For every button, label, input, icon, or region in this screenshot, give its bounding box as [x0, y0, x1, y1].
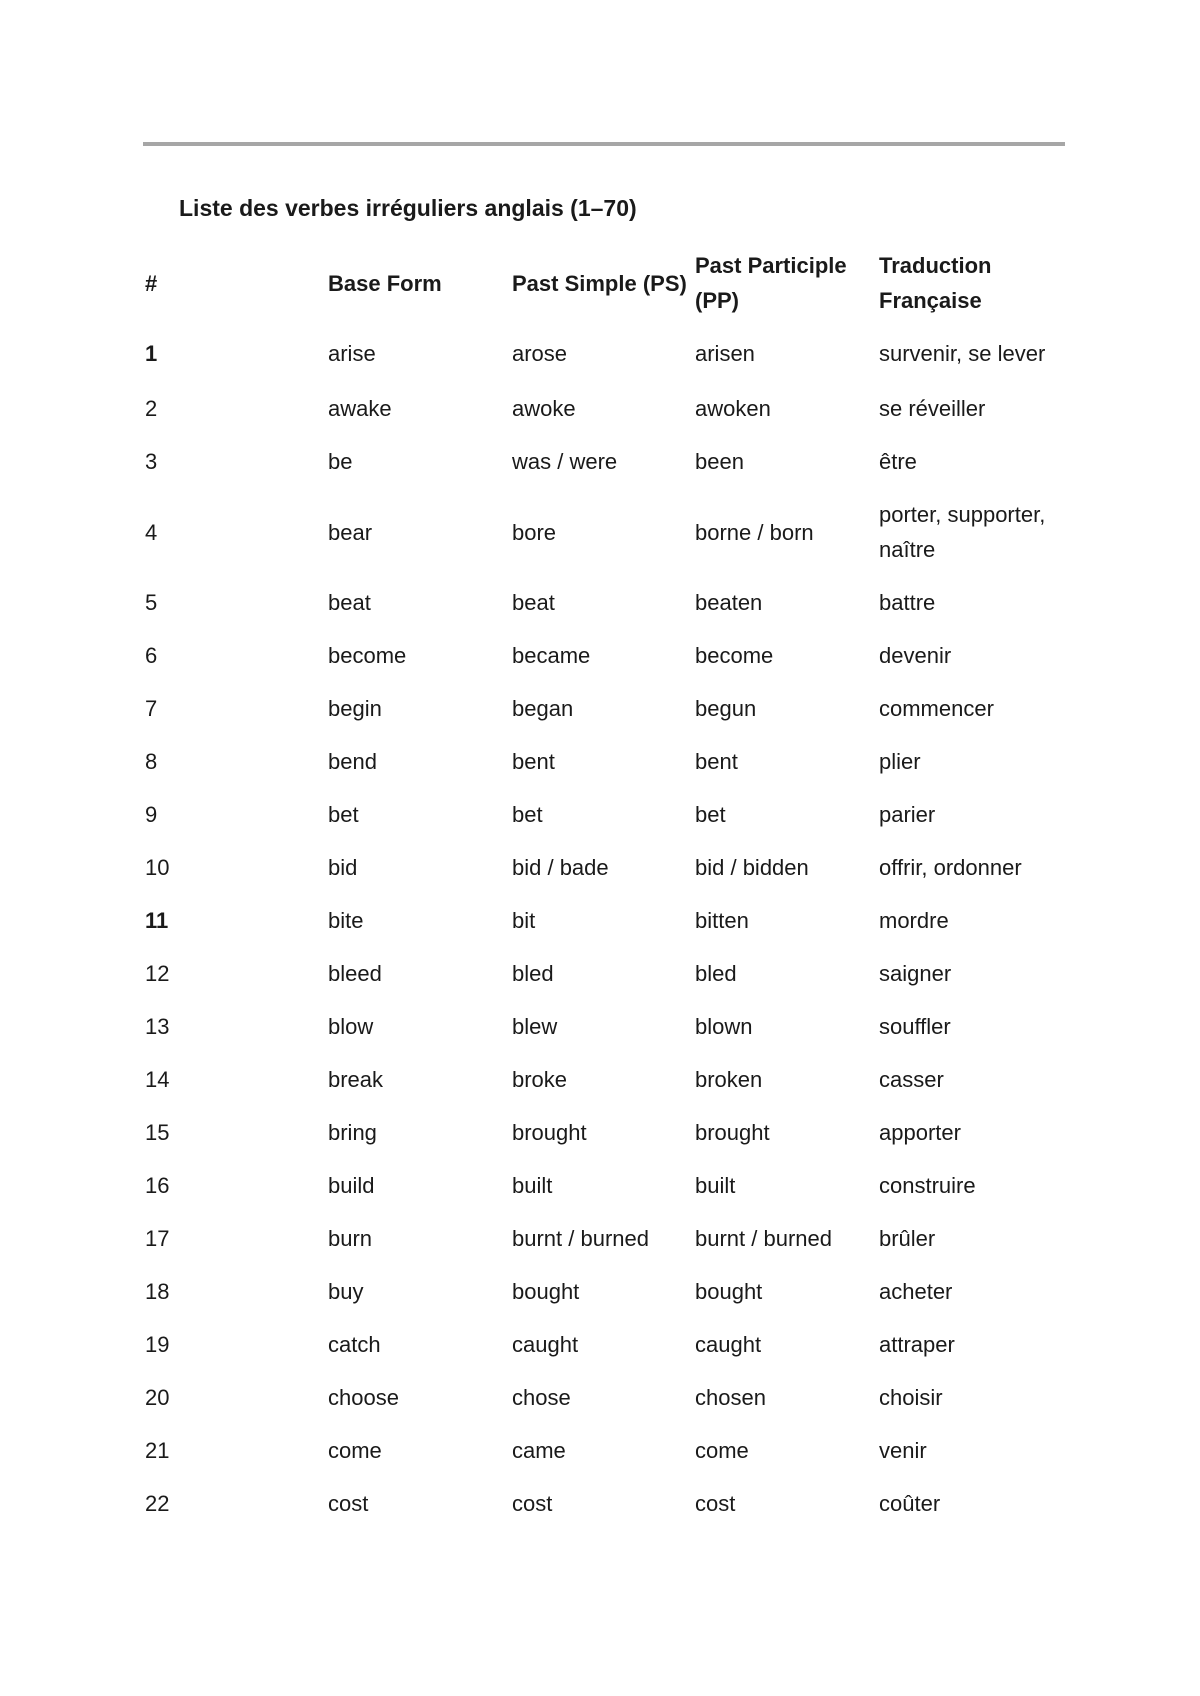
verb-base-form: awake	[328, 396, 392, 421]
verb-translation: brûler	[879, 1226, 936, 1251]
verb-base-form: arise	[328, 340, 376, 366]
table-row	[143, 1424, 1065, 1477]
verb-number: 19	[145, 1332, 170, 1357]
verb-past-simple: began	[512, 696, 574, 721]
verb-number: 20	[145, 1385, 170, 1410]
verb-number: 5	[145, 590, 158, 615]
header-past-participle: Past Participle (PP)	[695, 253, 847, 313]
verb-base-form: break	[328, 1067, 384, 1092]
table-row	[143, 1212, 1065, 1265]
verb-number: 9	[145, 802, 158, 827]
table-row	[143, 382, 1065, 435]
verb-number: 11	[145, 908, 169, 933]
table-row	[143, 1318, 1065, 1371]
verb-past-participle: bitten	[695, 908, 749, 933]
verb-past-simple: bent	[512, 749, 555, 774]
verb-past-participle: bent	[695, 749, 738, 774]
verb-past-participle: built	[695, 1173, 736, 1198]
table-row	[143, 682, 1065, 735]
table-row	[143, 841, 1065, 894]
table-row	[143, 1371, 1065, 1424]
verb-base-form: choose	[328, 1385, 399, 1410]
verb-number: 6	[145, 643, 158, 668]
verb-number: 18	[145, 1279, 170, 1304]
verb-base-form: bring	[328, 1120, 377, 1145]
header-past-simple: Past Simple (PS)	[512, 270, 687, 296]
table-row	[143, 788, 1065, 841]
verb-base-form: burn	[328, 1226, 373, 1251]
verb-number: 7	[145, 696, 158, 721]
verb-base-form: come	[328, 1438, 382, 1463]
verb-number: 10	[145, 855, 170, 880]
verb-translation: saigner	[879, 961, 952, 986]
verb-past-participle: burnt / burned	[695, 1226, 832, 1251]
verb-translation: apporter	[879, 1120, 961, 1145]
verb-past-simple: broke	[512, 1067, 568, 1092]
table-row	[143, 629, 1065, 682]
verb-base-form: begin	[328, 696, 382, 721]
verb-number: 13	[145, 1014, 170, 1039]
verb-past-participle: brought	[695, 1120, 770, 1145]
verb-past-participle: bet	[695, 802, 726, 827]
verb-translation: battre	[879, 590, 936, 615]
table-row	[143, 488, 1065, 576]
verb-base-form: beat	[328, 590, 371, 615]
verb-translation: coûter	[879, 1491, 941, 1516]
verb-number: 21	[145, 1438, 170, 1463]
header-number: #	[145, 270, 158, 296]
verb-translation: souffler	[879, 1014, 951, 1039]
verb-translation: parier	[879, 802, 936, 827]
verb-number: 22	[145, 1491, 170, 1516]
header-translation: Traduction Française	[879, 253, 992, 313]
verb-number: 2	[145, 396, 158, 421]
verb-translation: devenir	[879, 643, 952, 668]
verb-past-simple: bid / bade	[512, 855, 609, 880]
verb-base-form: blow	[328, 1014, 374, 1039]
verb-past-participle: arisen	[695, 340, 755, 366]
verb-translation: choisir	[879, 1385, 943, 1410]
verb-number: 15	[145, 1120, 170, 1145]
verb-translation: porter, supporter, naître	[879, 502, 1046, 562]
verb-number: 17	[145, 1226, 170, 1251]
verb-translation: attraper	[879, 1332, 955, 1357]
verb-number: 12	[145, 961, 170, 986]
verb-number: 14	[145, 1067, 170, 1092]
table-row	[143, 894, 1065, 947]
table-row	[143, 735, 1065, 788]
table-row	[143, 324, 1065, 382]
verb-past-simple: bet	[512, 802, 543, 827]
verb-past-participle: chosen	[695, 1385, 766, 1410]
verb-translation: casser	[879, 1067, 944, 1092]
verb-translation: acheter	[879, 1279, 953, 1304]
verb-base-form: cost	[328, 1491, 369, 1516]
table-row	[143, 1000, 1065, 1053]
verb-past-simple: bore	[512, 519, 557, 545]
verb-past-participle: come	[695, 1438, 749, 1463]
header-base-form: Base Form	[328, 270, 442, 296]
table-header-row	[143, 242, 1065, 324]
verb-past-participle: bled	[695, 961, 737, 986]
verb-base-form: buy	[328, 1279, 364, 1304]
verb-past-participle: been	[695, 449, 744, 474]
table-row	[143, 1159, 1065, 1212]
verb-past-participle: become	[695, 643, 774, 668]
verb-past-simple: bled	[512, 961, 554, 986]
verb-past-simple: burnt / burned	[512, 1226, 649, 1251]
verb-base-form: catch	[328, 1332, 381, 1357]
verb-past-simple: bit	[512, 908, 536, 933]
verb-base-form: bleed	[328, 961, 382, 986]
verb-past-participle: beaten	[695, 590, 763, 615]
table-row	[143, 435, 1065, 488]
verb-base-form: bid	[328, 855, 358, 880]
verb-past-simple: built	[512, 1173, 553, 1198]
verb-past-simple: was / were	[512, 449, 618, 474]
verb-past-participle: cost	[695, 1491, 736, 1516]
verb-translation: se réveiller	[879, 396, 986, 421]
top-divider	[143, 142, 1065, 146]
verb-past-participle: borne / born	[695, 519, 814, 545]
verb-base-form: bite	[328, 908, 364, 933]
verb-number: 4	[145, 519, 158, 545]
verb-past-simple: brought	[512, 1120, 587, 1145]
verb-past-simple: blew	[512, 1014, 558, 1039]
page-title: Liste des verbes irréguliers anglais (1–70)	[179, 195, 637, 221]
verb-number: 8	[145, 749, 158, 774]
verb-base-form: bear	[328, 519, 373, 545]
verb-past-simple: bought	[512, 1279, 580, 1304]
verb-number: 1	[145, 340, 158, 366]
verb-base-form: be	[328, 449, 353, 474]
verb-base-form: become	[328, 643, 407, 668]
verb-past-simple: arose	[512, 340, 568, 366]
verb-past-simple: cost	[512, 1491, 553, 1516]
verb-past-participle: broken	[695, 1067, 763, 1092]
irregular-verbs-table	[143, 242, 1065, 1530]
verb-translation: être	[879, 449, 917, 474]
table-row	[143, 576, 1065, 629]
table-row	[143, 1265, 1065, 1318]
verb-translation: commencer	[879, 696, 994, 721]
verb-past-simple: came	[512, 1438, 566, 1463]
verb-past-participle: caught	[695, 1332, 762, 1357]
verb-past-participle: begun	[695, 696, 757, 721]
verb-base-form: build	[328, 1173, 375, 1198]
verb-past-participle: bid / bidden	[695, 855, 809, 880]
verb-number: 3	[145, 449, 158, 474]
verb-past-simple: became	[512, 643, 591, 668]
table-row	[143, 947, 1065, 1000]
verb-base-form: bend	[328, 749, 377, 774]
verb-base-form: bet	[328, 802, 359, 827]
verb-past-simple: beat	[512, 590, 555, 615]
table-row	[143, 1053, 1065, 1106]
verb-past-participle: bought	[695, 1279, 763, 1304]
verb-past-participle: awoken	[695, 396, 771, 421]
verb-translation: construire	[879, 1173, 976, 1198]
verb-translation: offrir, ordonner	[879, 855, 1022, 880]
verb-past-simple: caught	[512, 1332, 579, 1357]
verb-past-participle: blown	[695, 1014, 753, 1039]
verb-translation: venir	[879, 1438, 927, 1463]
table-row	[143, 1106, 1065, 1159]
verb-past-simple: chose	[512, 1385, 571, 1410]
table-row	[143, 1477, 1065, 1530]
verb-translation: plier	[879, 749, 921, 774]
verb-translation: survenir, se lever	[879, 340, 1046, 366]
verb-number: 16	[145, 1173, 170, 1198]
verb-translation: mordre	[879, 908, 949, 933]
verb-past-simple: awoke	[512, 396, 576, 421]
